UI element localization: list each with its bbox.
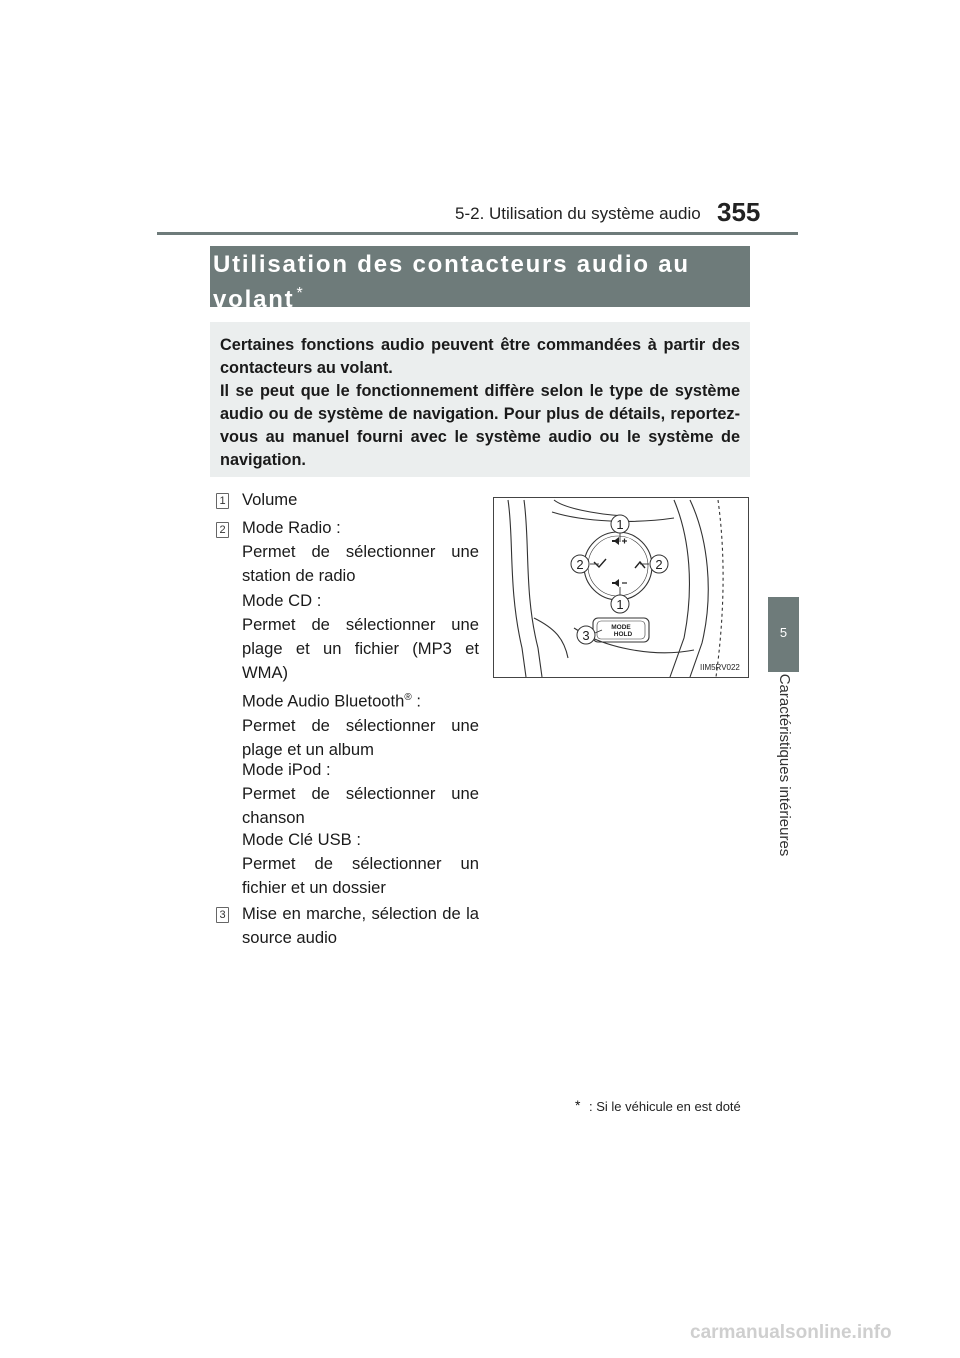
mode-button-label: MODE (611, 624, 631, 631)
intro-text (220, 334, 740, 472)
callout-1-bottom: 1 (616, 597, 624, 612)
item-source-text: Mise en marche, sélection de la source audio (242, 904, 479, 947)
item-volume-text: Volume (242, 490, 298, 509)
steering-switch-drawing (494, 498, 748, 677)
mode-radio-text: Mode Radio : Permet de sélectionner une station de radio (242, 518, 479, 585)
watermark: carmanualsonline.info (690, 1322, 892, 1343)
intro-paragraph-2: Il se peut que le fonctionnement diffère selon le type de système audio ou de système de navigation. Pour plus de détails, reportez-vous au manuel fourni avec le système audio ou le système de navigation. (220, 382, 740, 469)
callout-2-left: 2 (576, 557, 584, 572)
callout-1-top: 1 (616, 517, 624, 532)
chapter-number: 5 (779, 625, 788, 640)
intro-paragraph-1: Certaines fonctions audio peuvent être commandées à partir des contacteurs au volant. (220, 336, 740, 377)
callout-2-right: 2 (655, 557, 663, 572)
footnote-text: : Si le véhicule en est doté (589, 1099, 741, 1114)
header-divider (157, 232, 798, 235)
mode-cd-text: Mode CD : Permet de sélectionner une plage et un fichier (MP3 et WMA) (242, 591, 479, 682)
callout-3: 3 (582, 628, 590, 643)
registered-mark: ® (404, 692, 412, 703)
mode-bluetooth-desc: Permet de sélectionner une plage et un album (242, 715, 479, 759)
mode-ipod-text: Mode iPod : Permet de sélectionner une chanson (242, 760, 479, 827)
item-number-2: 2 (216, 522, 229, 538)
mode-bluetooth-colon: : (411, 691, 421, 711)
chapter-label: Caractéristiques intérieures (776, 673, 793, 857)
hold-button-label: HOLD (613, 631, 633, 638)
footnote-asterisk: * (575, 1097, 581, 1113)
page-title (213, 250, 743, 314)
figure-code: IIM5RV022 (700, 663, 740, 672)
mode-usb-text: Mode Clé USB : Permet de sélectionner un fichier et un dossier (242, 830, 479, 897)
item-number-3: 3 (216, 907, 229, 923)
title-asterisk: * (296, 285, 305, 302)
page-number: 355 (717, 197, 761, 227)
item-number-1: 1 (216, 493, 229, 509)
page-title-text: Utilisation des contacteurs audio au volant (213, 251, 690, 313)
mode-bluetooth-text (242, 686, 479, 762)
mode-bluetooth-label: Mode Audio Bluetooth (242, 691, 405, 711)
section-title: 5-2. Utilisation du système audio (455, 204, 701, 223)
